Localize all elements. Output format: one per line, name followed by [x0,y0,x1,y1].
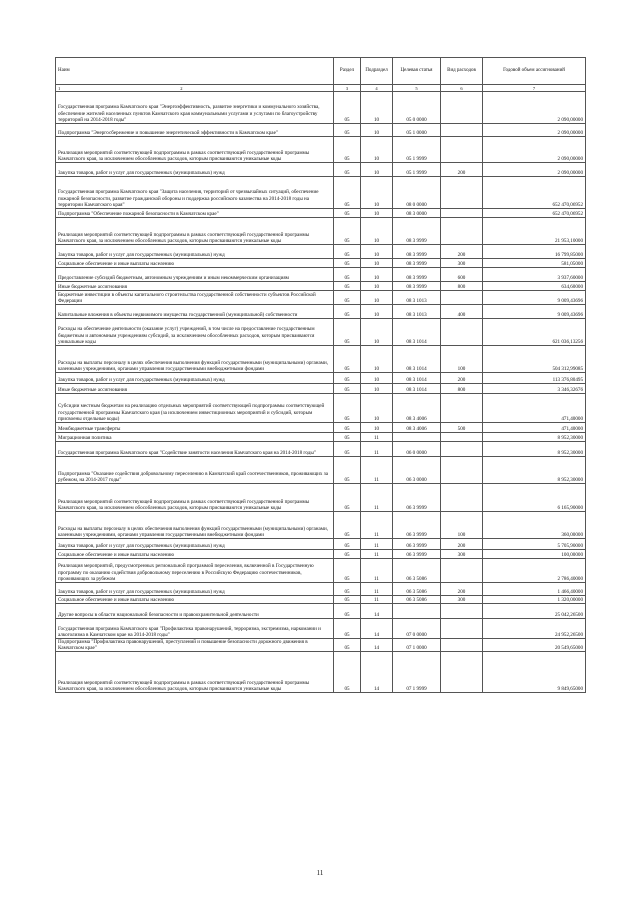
row-podrazdel: 14 [361,639,393,652]
row-razdel: 05 [334,619,361,639]
row-name: Подпрограмма "Оказание содействия добровольному переселению в Камчатский край соотечественников, проживающих за рубежом, на 2014-2017 годы" [56,457,334,484]
row-name: Бюджетные инвестиции в объекты капитального строительства государственной собственности субъектов Российской Федерации [56,291,334,305]
row-razdel: 05 [334,319,361,346]
row-razdel: 05 [334,433,361,442]
col-header-statya: Целевая статья [393,58,441,85]
row-name: Реализация мероприятий, предусмотренных региональной программой переселения, включенной в Государственную программу по оказанию содействия добровольному переселению в Российскую Федерацию соотечественников, проживающих за рубежом [56,559,334,583]
row-amount: 3 346,32676 [483,384,586,394]
row-podrazdel: 10 [361,394,393,423]
row-podrazdel: 14 [361,652,393,693]
table-row [56,305,586,319]
table-row [56,596,586,604]
row-amount: 16 799,85000 [483,245,586,259]
row-statya: 08 3 9999 [393,218,441,245]
row-razdel: 05 [334,423,361,433]
row-razdel: 05 [334,457,361,484]
row-razdel: 05 [334,373,361,384]
table-row [56,604,586,619]
row-statya: 08 0 0000 [393,177,441,209]
row-vid: 800 [441,384,483,394]
row-vid [441,639,483,652]
row-vid [441,177,483,209]
row-vid [441,442,483,457]
row-vid [441,209,483,218]
row-amount: 8 952,30000 [483,433,586,442]
row-amount: 8 952,30000 [483,457,586,484]
row-statya [393,604,441,619]
row-podrazdel: 10 [361,92,393,124]
row-name: Социальное обеспечение и иные выплаты населению [56,596,334,604]
col-header-vid: Вид расходов [441,58,483,85]
table-row [56,484,586,512]
row-name: Закупка товаров, работ и услуг для государственных (муниципальных) нужд [56,245,334,259]
row-statya [393,433,441,442]
table-row [56,433,586,442]
row-statya: 08 3 9999 [393,245,441,259]
row-podrazdel: 10 [361,218,393,245]
col-header-amount: Годовой объем ассигнований [483,58,586,85]
row-razdel: 05 [334,291,361,305]
row-amount: 652 470,06952 [483,209,586,218]
row-vid: 800 [441,282,483,291]
row-statya: 08 3 9999 [393,268,441,282]
row-name: Миграционная политика [56,433,334,442]
row-statya: 06 3 9999 [393,484,441,512]
row-name: Государственная программа Камчатского края "Энергоэффективность, развитие энергетики и коммунального хозяйства, обеспечение жителей населенных пунктов Камчатского края коммунальными услугами и услугами по благоустройству территорий на 2014-2018 годы" [56,92,334,124]
row-amount: 24 952,26500 [483,619,586,639]
row-statya: 08 3 1013 [393,291,441,305]
table-row [56,218,586,245]
row-podrazdel: 10 [361,177,393,209]
column-number: 6 [441,85,483,92]
row-razdel: 05 [334,177,361,209]
row-podrazdel: 10 [361,291,393,305]
row-name: Государственная программа Камчатского края "Профилактика правонарушений, терроризма, экстремизма, наркомании и алкоголизма в Камчатском крае на 2014-2018 годы" [56,619,334,639]
row-vid [441,92,483,124]
row-statya: 06 3 5086 [393,583,441,596]
row-razdel: 05 [334,583,361,596]
table-header-row [56,58,586,85]
row-vid: 300 [441,596,483,604]
row-statya: 06 3 5086 [393,596,441,604]
row-name: Социальное обеспечение и иные выплаты населению [56,550,334,559]
row-name: Субсидии местным бюджетам на реализацию отдельных мероприятий соответствующей подпрограммы соответствующей государственной программы Камчатского края (за исключением инвестиционных мероприятий и субсидий, которым присвоены отдельные коды) [56,394,334,423]
row-name: Капитальные вложения в объекты недвижимого имущества государственной (муниципальной) собственности [56,305,334,319]
page-number: 11 [316,869,324,877]
row-podrazdel: 10 [361,209,393,218]
row-amount: 1 466,40000 [483,583,586,596]
row-statya: 08 3 1014 [393,346,441,373]
row-statya: 08 3 1014 [393,384,441,394]
row-razdel: 05 [334,484,361,512]
row-statya: 08 3 9999 [393,282,441,291]
row-amount: 100,00000 [483,550,586,559]
row-name: Подпрограмма "Энергосбережение и повышение энергетической эффективности в Камчатском крае" [56,124,334,137]
row-amount: 25 042,26500 [483,604,586,619]
row-vid: 100 [441,512,483,539]
row-amount: 3 937,60000 [483,268,586,282]
row-statya: 08 3 4006 [393,394,441,423]
row-name: Закупка товаров, работ и услуг для государственных (муниципальных) нужд [56,373,334,384]
row-statya: 07 1 0000 [393,639,441,652]
row-statya: 07 1 9999 [393,652,441,693]
column-number: 4 [361,85,393,92]
row-amount: 2 090,00000 [483,163,586,177]
row-amount: 581,05000 [483,259,586,268]
row-podrazdel: 10 [361,268,393,282]
row-vid [441,394,483,423]
row-podrazdel: 10 [361,423,393,433]
row-statya: 05 1 0000 [393,124,441,137]
table-row [56,268,586,282]
row-razdel: 05 [334,137,361,163]
row-podrazdel: 10 [361,245,393,259]
table-row [56,259,586,268]
row-name: Расходы на выплаты персоналу в целях обеспечения выполнения функций государственными (муниципальными) органами, казенными учреждениями, органами управления государственными внебюджетными фондами [56,512,334,539]
row-name: Иные бюджетные ассигнования [56,282,334,291]
table-row [56,124,586,137]
row-podrazdel: 10 [361,282,393,291]
row-statya: 05 1 9999 [393,137,441,163]
table-row [56,346,586,373]
row-razdel: 05 [334,305,361,319]
row-podrazdel: 11 [361,596,393,604]
row-name: Иные бюджетные ассигнования [56,384,334,394]
table-row [56,137,586,163]
row-razdel: 05 [334,218,361,245]
row-vid: 100 [441,346,483,373]
table-row [56,619,586,639]
table-row [56,583,586,596]
row-vid [441,137,483,163]
row-razdel: 05 [334,124,361,137]
row-podrazdel: 10 [361,124,393,137]
row-vid [441,484,483,512]
col-header-podrazdel: Подраздел [361,58,393,85]
row-podrazdel: 11 [361,583,393,596]
row-name: Реализация мероприятий соответствующей подпрограммы в рамках соответствующей государственной программы Камчатского края, за исключением обособленных расходов, которым присваиваются уникальные коды [56,484,334,512]
row-amount: 6 165,90000 [483,484,586,512]
table-row [56,652,586,693]
row-vid: 400 [441,305,483,319]
row-vid: 200 [441,539,483,550]
row-vid [441,291,483,305]
row-vid: 200 [441,583,483,596]
row-razdel: 05 [334,512,361,539]
row-podrazdel: 10 [361,346,393,373]
column-number: 7 [483,85,586,92]
table-row [56,559,586,583]
row-name: Реализация мероприятий соответствующей подпрограммы в рамках соответствующей государственной программы Камчатского края, за исключением обособленных расходов, которым присваиваются уникальные коды [56,218,334,245]
row-statya: 06 3 5086 [393,559,441,583]
table-row [56,423,586,433]
row-vid [441,218,483,245]
row-razdel: 05 [334,163,361,177]
row-vid: 500 [441,423,483,433]
row-razdel: 05 [334,550,361,559]
row-statya: 06 3 9999 [393,539,441,550]
row-statya: 06 3 9999 [393,550,441,559]
table-row [56,163,586,177]
row-amount: 9 009,43696 [483,291,586,305]
row-amount: 5 705,90000 [483,539,586,550]
table-row [56,550,586,559]
row-razdel: 05 [334,604,361,619]
row-statya: 06 0 0000 [393,442,441,457]
row-name: Закупка товаров, работ и услуг для государственных (муниципальных) нужд [56,583,334,596]
table-row [56,245,586,259]
row-amount: 634,60000 [483,282,586,291]
row-amount: 1 320,00000 [483,596,586,604]
row-name: Расходы на выплаты персоналу в целях обеспечения выполнения функций государственными (муниципальными) органами, казенными учреждениями, органами управления государственными внебюджетными фондами [56,346,334,373]
row-podrazdel: 11 [361,433,393,442]
table-row [56,384,586,394]
budget-table [55,57,586,693]
row-name: Межбюджетные трансферты [56,423,334,433]
row-razdel: 05 [334,442,361,457]
row-amount: 2 786,40000 [483,559,586,583]
table-row [56,457,586,484]
row-podrazdel: 11 [361,484,393,512]
row-statya: 08 3 1013 [393,305,441,319]
row-name: Государственная программа Камчатского края "Содействие занятости населения Камчатского края на 2014-2018 годы" [56,442,334,457]
row-razdel: 05 [334,596,361,604]
column-number: 1 2 [56,85,334,92]
row-name: Предоставление субсидий бюджетным, автономным учреждениям и иным некоммерческим организациям [56,268,334,282]
table-row [56,639,586,652]
column-number: 5 [393,85,441,92]
row-amount: 471,40000 [483,423,586,433]
table-row [56,373,586,384]
row-name: Другие вопросы в области национальной безопасности и правоохранительной деятельности [56,604,334,619]
row-razdel: 05 [334,282,361,291]
row-podrazdel: 14 [361,619,393,639]
row-podrazdel: 10 [361,163,393,177]
row-podrazdel: 10 [361,137,393,163]
row-podrazdel: 11 [361,539,393,550]
row-vid: 200 [441,245,483,259]
row-vid [441,619,483,639]
row-amount: 2 090,00000 [483,137,586,163]
row-amount: 2 090,00000 [483,124,586,137]
row-statya: 08 3 1014 [393,319,441,346]
column-number: 3 [334,85,361,92]
row-podrazdel: 10 [361,384,393,394]
row-vid [441,457,483,484]
row-statya: 07 0 0000 [393,619,441,639]
row-podrazdel: 10 [361,373,393,384]
row-statya: 05 1 9999 [393,163,441,177]
row-vid [441,652,483,693]
row-vid [441,559,483,583]
row-name: Социальное обеспечение и иные выплаты населению [56,259,334,268]
row-podrazdel: 11 [361,512,393,539]
table-row [56,209,586,218]
row-vid [441,433,483,442]
row-statya: 08 3 0000 [393,209,441,218]
row-vid [441,124,483,137]
table-row [56,539,586,550]
row-vid [441,604,483,619]
row-amount: 8 952,30000 [483,442,586,457]
row-statya: 06 3 0000 [393,457,441,484]
row-statya: 08 3 9999 [393,259,441,268]
row-amount: 621 036,13256 [483,319,586,346]
row-amount: 113 376,80495 [483,373,586,384]
row-razdel: 05 [334,652,361,693]
col-header-razdel: Раздел [334,58,361,85]
row-razdel: 05 [334,559,361,583]
row-name: Подпрограмма "Обеспечение пожарной безопасности в Камчатском крае" [56,209,334,218]
row-amount: 504 312,99085 [483,346,586,373]
row-razdel: 05 [334,259,361,268]
row-statya: 08 3 4006 [393,423,441,433]
row-name: Реализация мероприятий соответствующей подпрограммы в рамках соответствующей государственной программы Камчатского края, за исключением обособленных расходов, которым присваиваются уникальные коды [56,137,334,163]
row-podrazdel: 11 [361,442,393,457]
row-vid: 300 [441,550,483,559]
row-podrazdel: 14 [361,604,393,619]
row-razdel: 05 [334,639,361,652]
row-vid [441,319,483,346]
row-razdel: 05 [334,539,361,550]
table-row [56,319,586,346]
row-amount: 9 849,65000 [483,652,586,693]
row-podrazdel: 11 [361,457,393,484]
row-statya: 05 0 0000 [393,92,441,124]
row-name: Реализация мероприятий соответствующей подпрограммы в рамках соответствующей государственной программы Камчатского края, за исключением обособленных расходов, которым присваиваются уникальные коды [56,652,334,693]
row-razdel: 05 [334,209,361,218]
table-row [56,512,586,539]
col-header-name: Наим [56,58,334,85]
row-razdel: 05 [334,394,361,423]
row-name: Государственная программа Камчатского края "Защита населения, территорий от чрезвычайных ситуаций, обеспечение пожарной безопасности, развитие гражданской обороны и поддержка российского казачества на 2014-2018 годы на территории Камчатского края" [56,177,334,209]
row-razdel: 05 [334,384,361,394]
column-number-row [56,85,586,92]
table-row [56,394,586,423]
row-podrazdel: 11 [361,550,393,559]
row-vid: 300 [441,259,483,268]
row-name: Подпрограмма "Профилактика правонарушений, преступлений и повышение безопасности дорожного движения в Камчатском крае" [56,639,334,652]
row-razdel: 05 [334,268,361,282]
row-amount: 9 009,43696 [483,305,586,319]
table-row [56,442,586,457]
row-amount: 2 090,00000 [483,92,586,124]
table-row [56,291,586,305]
row-name: Закупка товаров, работ и услуг для государственных (муниципальных) нужд [56,539,334,550]
row-podrazdel: 11 [361,559,393,583]
row-razdel: 05 [334,245,361,259]
row-podrazdel: 10 [361,305,393,319]
row-amount: 652 470,06952 [483,177,586,209]
row-amount: 471,40000 [483,394,586,423]
row-vid: 200 [441,373,483,384]
row-razdel: 05 [334,346,361,373]
table-body [56,85,586,693]
row-name: Закупка товаров, работ и услуг для государственных (муниципальных) нужд [56,163,334,177]
row-amount: 20 549,65000 [483,639,586,652]
row-name: Расходы на обеспечение деятельности (оказание услуг) учреждений, в том числе на предоставление государственным бюджетным и автономным учреждениям субсидий, за исключением обособленных расходов, которым присваиваются уникальные коды [56,319,334,346]
row-podrazdel: 10 [361,319,393,346]
row-podrazdel: 10 [361,259,393,268]
budget-table-sheet [55,57,585,693]
row-vid: 200 [441,163,483,177]
row-amount: 21 953,10000 [483,218,586,245]
row-statya: 06 3 9999 [393,512,441,539]
row-amount: 360,00000 [483,512,586,539]
table-row [56,282,586,291]
table-row [56,92,586,124]
row-statya: 08 3 1014 [393,373,441,384]
row-vid: 600 [441,268,483,282]
row-razdel: 05 [334,92,361,124]
table-row [56,177,586,209]
